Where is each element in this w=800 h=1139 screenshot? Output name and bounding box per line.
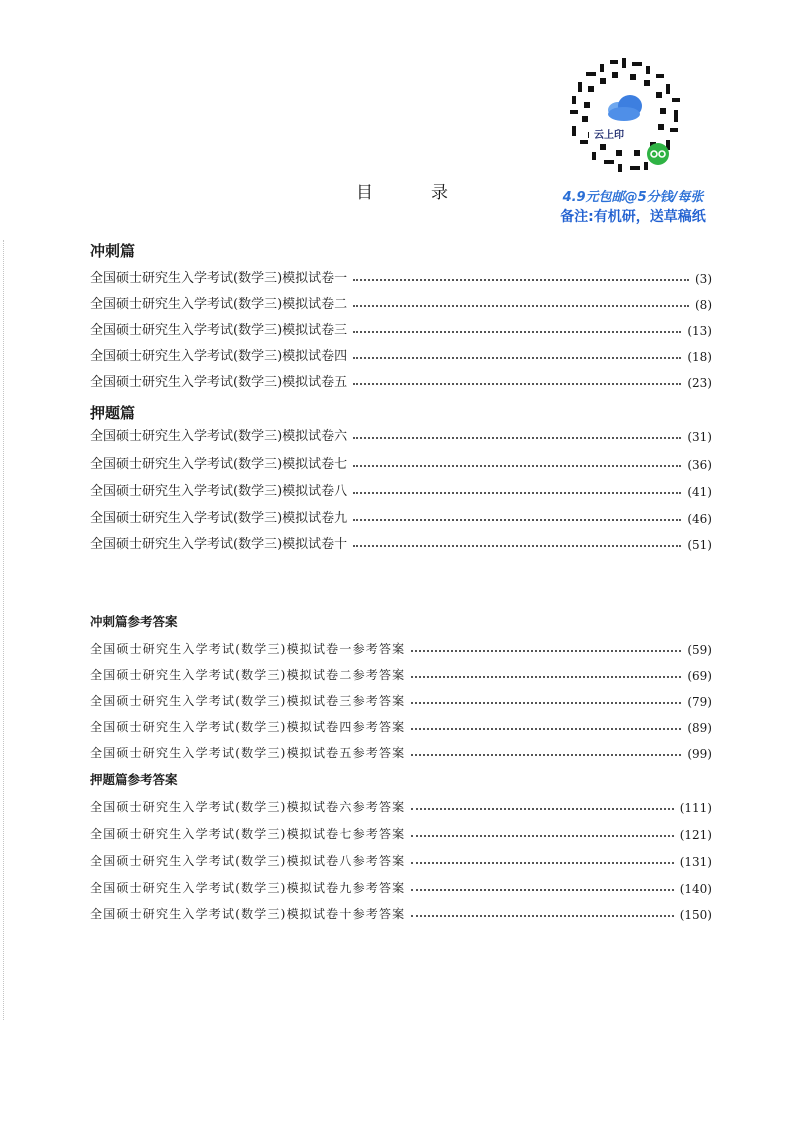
toc-item-title: 全国硕士研究生入学考试(数学三)模拟试卷八参考答案 — [90, 854, 406, 868]
toc-item-page: (69) — [687, 669, 712, 683]
toc-item[interactable] — [90, 795, 712, 815]
leader-dots — [353, 545, 681, 547]
leader-dots — [411, 835, 673, 837]
leader-dots — [353, 437, 681, 439]
toc-item-page: (13) — [687, 324, 712, 338]
section-heading-sprint-answers: 冲刺篇参考答案 — [90, 614, 178, 629]
toc-item-title: 全国硕士研究生入学考试(数学三)模拟试卷六 — [90, 429, 348, 444]
leader-dots — [353, 357, 681, 359]
toc-item-page: (41) — [687, 485, 712, 499]
toc-item[interactable] — [90, 902, 712, 922]
toc-item-title: 全国硕士研究生入学考试(数学三)模拟试卷九 — [90, 511, 348, 526]
leader-dots — [411, 702, 681, 704]
toc-item[interactable] — [90, 266, 712, 286]
toc-item-page: (46) — [687, 512, 712, 526]
toc-item-page: (150) — [679, 908, 712, 922]
toc-item-page: (36) — [687, 458, 712, 472]
toc-item[interactable] — [90, 822, 712, 842]
toc-item[interactable] — [90, 506, 712, 526]
toc-item[interactable] — [90, 292, 712, 312]
toc-item-title: 全国硕士研究生入学考试(数学三)模拟试卷一 — [90, 271, 348, 286]
promo-note-text: 备注:有机研，送草稿纸 — [560, 209, 706, 225]
toc-item[interactable] — [90, 741, 712, 761]
toc-item[interactable] — [90, 715, 712, 735]
toc-item-page: (23) — [687, 376, 712, 390]
toc-item-title: 全国硕士研究生入学考试(数学三)模拟试卷四 — [90, 349, 348, 364]
qr-code — [560, 52, 690, 182]
leader-dots — [411, 808, 673, 810]
scan-margin-marks — [3, 240, 10, 1020]
toc-item-title: 全国硕士研究生入学考试(数学三)模拟试卷八 — [90, 484, 348, 499]
leader-dots — [353, 519, 681, 521]
toc-item[interactable] — [90, 344, 712, 364]
toc-item[interactable] — [90, 479, 712, 499]
toc-item-title: 全国硕士研究生入学考试(数学三)模拟试卷七参考答案 — [90, 827, 406, 841]
leader-dots — [411, 728, 681, 730]
toc-item-title: 全国硕士研究生入学考试(数学三)模拟试卷五 — [90, 375, 348, 390]
toc-item-page: (51) — [687, 538, 712, 552]
page-title: 目录 — [356, 183, 506, 203]
section-heading-predict-answers: 押题篇参考答案 — [90, 772, 178, 787]
section-heading-sprint: 冲刺篇 — [90, 242, 136, 260]
toc-item[interactable] — [90, 318, 712, 338]
toc-item[interactable] — [90, 532, 712, 552]
toc-item-title: 全国硕士研究生入学考试(数学三)模拟试卷三参考答案 — [90, 694, 406, 708]
qr-code-graphic — [560, 52, 690, 182]
toc-item[interactable] — [90, 663, 712, 683]
toc-item-page: (18) — [687, 350, 712, 364]
toc-item-title: 全国硕士研究生入学考试(数学三)模拟试卷十 — [90, 537, 348, 552]
leader-dots — [353, 383, 681, 385]
toc-item-page: (111) — [679, 801, 712, 815]
toc-item[interactable] — [90, 849, 712, 869]
toc-item-page: (31) — [687, 430, 712, 444]
toc-item[interactable] — [90, 876, 712, 896]
toc-item-page: (79) — [687, 695, 712, 709]
leader-dots — [411, 676, 681, 678]
toc-item[interactable] — [90, 370, 712, 390]
toc-item-page: (59) — [687, 643, 712, 657]
leader-dots — [411, 754, 681, 756]
toc-item-title: 全国硕士研究生入学考试(数学三)模拟试卷一参考答案 — [90, 642, 406, 656]
toc-item-title: 全国硕士研究生入学考试(数学三)模拟试卷二参考答案 — [90, 668, 406, 682]
toc-item[interactable] — [90, 637, 712, 657]
leader-dots — [411, 915, 673, 917]
toc-item[interactable] — [90, 424, 712, 444]
promo-price-text: 4.9元包邮@5分钱/每张 — [562, 190, 704, 205]
leader-dots — [411, 862, 673, 864]
qr-brand-label: 云上印 — [589, 126, 629, 141]
leader-dots — [353, 305, 689, 307]
toc-item[interactable] — [90, 452, 712, 472]
toc-item-title: 全国硕士研究生入学考试(数学三)模拟试卷三 — [90, 323, 348, 338]
toc-item-page: (8) — [695, 298, 712, 312]
toc-item-page: (89) — [687, 721, 712, 735]
leader-dots — [353, 331, 681, 333]
toc-item-title: 全国硕士研究生入学考试(数学三)模拟试卷十参考答案 — [90, 907, 406, 921]
toc-item-page: (3) — [695, 272, 712, 286]
leader-dots — [411, 650, 681, 652]
leader-dots — [353, 465, 681, 467]
toc-item-title: 全国硕士研究生入学考试(数学三)模拟试卷四参考答案 — [90, 720, 406, 734]
toc-item-title: 全国硕士研究生入学考试(数学三)模拟试卷二 — [90, 297, 348, 312]
toc-item-title: 全国硕士研究生入学考试(数学三)模拟试卷六参考答案 — [90, 800, 406, 814]
toc-item-title: 全国硕士研究生入学考试(数学三)模拟试卷九参考答案 — [90, 881, 406, 895]
toc-item[interactable] — [90, 689, 712, 709]
leader-dots — [353, 492, 681, 494]
section-heading-predict: 押题篇 — [90, 404, 136, 422]
toc-item-page: (99) — [687, 747, 712, 761]
toc-item-page: (121) — [679, 828, 712, 842]
toc-item-title: 全国硕士研究生入学考试(数学三)模拟试卷五参考答案 — [90, 746, 406, 760]
leader-dots — [353, 279, 689, 281]
toc-item-page: (140) — [679, 882, 712, 896]
toc-item-page: (131) — [679, 855, 712, 869]
leader-dots — [411, 889, 673, 891]
toc-item-title: 全国硕士研究生入学考试(数学三)模拟试卷七 — [90, 457, 348, 472]
